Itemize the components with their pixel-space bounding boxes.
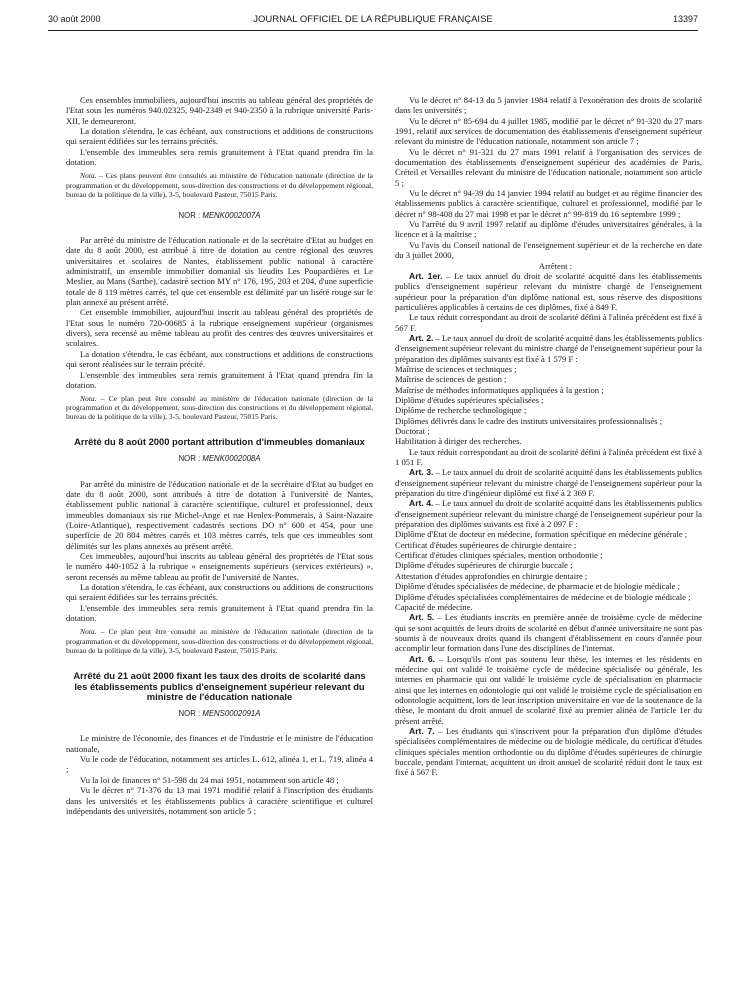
visa-paragraph: Vu le décret n° 84-13 du 5 janvier 1984 relatif à l'exonération des droits de scolarité dans les universités ; <box>395 95 702 116</box>
article-2 <box>395 333 702 364</box>
paragraph: La dotation s'étendra, le cas échéant, aux constructions et additions de constructions qui seront réalisées sur le terrain précité. <box>66 348 373 370</box>
article-label: Art. 4. <box>409 498 434 509</box>
list-item: Diplôme d'études spécialisées complémentaires de médecine et de biologie médicale ; <box>395 591 691 602</box>
nota-label: Nota. <box>80 171 97 181</box>
article-label: Art. 3. <box>409 467 434 478</box>
article-5 <box>395 612 702 653</box>
list-item: Attestation d'études approfondies en chirurgie dentaire ; <box>395 570 588 581</box>
article-6 <box>395 654 702 726</box>
list-item: Diplômes délivrés dans le cadre des instituts universitaires professionnalisés ; <box>395 415 663 426</box>
nor-reference <box>66 454 373 464</box>
paragraph: Par arrêté du ministre de l'éducation nationale et de la secrétaire d'Etat au budget en date du 8 août 2000, sont attribués à titre de dotation à l'université de Nantes, établissement public national à caractère scientifique, culturel et professionnel, deux immeubles domaniaux sis rue Michel-Ange et rue Henlex-Pommerais, à Saint-Nazaire (Loire-Atlantique), respectivement cadastrés sections DO n° 600 et 454, pour une superficie de 20 804 mètres carrés et 103 mètres carrés, tels que ces immeubles sont délimités sur les plans annexés au présent arrêté. <box>66 478 373 551</box>
nota-text: – Ce plan peut être consulté au ministère de l'éducation nationale (direction de la programmation et du développement, sous-direction des constructions et du développement régional, bureau de la politique de la ville), 3-5, boulevard Pasteur, 75015 Paris. <box>66 394 373 422</box>
paragraph: L'ensemble des immeubles sera remis gratuitement à l'Etat quand prendra fin la dotation. <box>66 146 373 168</box>
article-text: – Lorsqu'ils n'ont pas soutenu leur thèse, les internes et les résidents en médecine qui ont validé le troisième cycle de médecine spécialisée ou générale, les internes en pharmacie qui ont validé le troisième cycle de spécialisation en pharmacie ainsi que les internes en odontologie qui ont validé le troisième cycle de spécialisation en odontologie acquittent, lors de leur inscription universitaire en vue de la soutenance de la thèse, le montant du droit annuel de scolarité fixé au premier alinéa de l'article 1er du présent arrêté. <box>395 653 702 726</box>
list-item: Maîtrise de sciences et techniques ; <box>395 363 517 374</box>
nor-label: NOR : <box>178 709 203 719</box>
decree-title: Arrêté du 8 août 2000 portant attribution d'immeubles domaniaux <box>74 436 365 448</box>
list-item: Diplôme d'Etat de docteur en médecine, formation spécifique en médecine générale ; <box>395 529 688 540</box>
header-date: 30 août 2000 <box>48 14 101 24</box>
nor-code: MENK0002007A <box>202 210 261 220</box>
list-item: Certificat d'études supérieures de chirurgie dentaire ; <box>395 539 577 550</box>
visa-paragraph: Vu le décret n° 94-39 du 14 janvier 1994 relatif au budget et au régime financier des établissements publics à caractère scientifique, culturel et professionnel, modifié par le décret n° 98-408 du 27 mai 1998 et par le décret n° 99-819 du 16 septembre 1999 ; <box>395 188 702 219</box>
list-item: Diplôme d'études spécialisées de médecine, de pharmacie et de biologie médicale ; <box>395 581 681 592</box>
nor-code: MENK0002008A <box>202 454 261 464</box>
list-item: Diplôme d'études supérieures de chirurgie buccale ; <box>395 560 573 571</box>
page-header <box>48 14 698 30</box>
article-3 <box>395 467 702 498</box>
paragraph: L'ensemble des immeubles sera remis gratuitement à l'Etat quand prendra fin la dotation. <box>66 369 373 390</box>
paragraph: Ces ensembles immobiliers, aujourd'hui inscrits au tableau général des propriétés de l'Etat sous les numéros 940.02325, 940-2349 et 940-2350 à la rubrique université Paris-XII, le demeureront. <box>66 95 373 126</box>
nota-paragraph <box>66 394 373 421</box>
arretent-heading: Arrêtent : <box>538 260 573 271</box>
visa-paragraph: Vu l'arrêté du 9 avril 1997 relatif au diplôme d'études universitaires générales, à la licence et à la maîtrise ; <box>395 219 702 240</box>
paragraph: Cet ensemble immobilier, aujourd'hui inscrit au tableau général des propriétés de l'Etat sous le numéro 720-00685 à la rubrique enseignement supérieur (organismes divers), sera recensé au même tableau au profit des centres des œuvres universitaires et scolaires. <box>66 307 373 349</box>
nota-label: Nota. <box>80 627 97 637</box>
nota-label: Nota. <box>80 394 97 404</box>
diploma-list <box>395 529 702 612</box>
paragraph: Vu le décret n° 71-376 du 13 mai 1971 modifié relatif à l'inscription des étudiants dans les universités et les établissements publics à caractère scientifique et culturel indépendants des universités, notamment son article 5 ; <box>66 785 373 816</box>
list-item: Certificat d'études cliniques spéciales, mention orthodontie ; <box>395 550 603 561</box>
nota-paragraph <box>66 627 373 654</box>
decree-title: Arrêté du 21 août 2000 fixant les taux des droits de scolarité dans les établissements publics d'enseignement supérieur relevant du ministre de l'éducation nationale <box>73 669 366 703</box>
article-text: – Les étudiants inscrits en première année de troisième cycle de médecine qui se sont acquittés de leurs droits de scolarité en début d'année universitaire ne sont pas soumis à de nouveaux droits quand ils changent d'établissement en cours d'année pour accomplir leur formation dans l'une des disciplines de l'internat. <box>395 612 702 654</box>
article-text: – Les étudiants qui s'inscrivent pour la préparation d'un diplôme d'études spécialisées complémentaires de médecine ou de biologie médicale, du certificat d'études cliniques spéciales mention orthodontie ou du diplôme d'études supérieures de chirurgie buccale, pendant l'internat, acquittent un droit annuel de scolarité réduit dont le taux est fixé à 567 F. <box>395 725 702 778</box>
nota-text: – Ce plan peut être consulté au ministère de l'éducation nationale (direction de la programmation et du développement, sous-direction des constructions et du développement régional, bureau de la politique de la ville), 3-5, boulevard Pasteur, 75015 Paris. <box>66 627 373 655</box>
visa-paragraph: Vu le décret n° 85-694 du 4 juillet 1985, modifié par le décret n° 91-320 du 27 mars 1991, relatif aux services de documentation des établissements d'enseignement supérieur relevant du ministre de l'éducation nationale, notamment son article 7 ; <box>395 115 702 147</box>
list-item: Habilitation à diriger des recherches. <box>395 436 522 447</box>
paragraph: L'ensemble des immeubles sera remis gratuitement à l'Etat quand prendra fin la dotation. <box>66 602 373 624</box>
list-item: Doctorat ; <box>395 426 430 436</box>
paragraph: Vu la loi de finances n° 51-598 du 24 mai 1951, notamment son article 48 ; <box>80 774 339 785</box>
list-item: Diplôme d'études supérieures spécialisées ; <box>395 394 544 405</box>
paragraph: Le taux réduit correspondant au droit de scolarité défini à l'alinéa précédent est fixé à 1 051 F. <box>395 446 702 468</box>
article-label: Art. 1er. <box>409 270 443 281</box>
paragraph: Le ministre de l'économie, des finances et de l'industrie et le ministre de l'éducation nationale, <box>66 733 373 754</box>
paragraph: La dotation s'étendra, le cas échéant, aux constructions ou additions de constructions qui seraient édifiées sur les terrains précités. <box>66 582 373 603</box>
paragraph: Le taux réduit correspondant au droit de scolarité défini à l'alinéa précédent est fixé à 567 F. <box>395 312 702 333</box>
article-7 <box>395 726 702 778</box>
article-1 <box>395 271 702 312</box>
nor-label: NOR : <box>178 210 203 220</box>
article-4 <box>395 498 702 529</box>
article-text: – Le taux annuel du droit de scolarité acquitté dans les établissements publics d'enseignement supérieur relevant du ministre chargé de l'enseignement supérieur pour la préparation des diplômes suivants est fixé à 2 097 F : <box>395 498 702 530</box>
article-label: Art. 7. <box>409 725 435 736</box>
paragraph: Par arrêté du ministre de l'éducation nationale et de la secrétaire d'Etat au budget en date du 8 août 2000, est attribué à titre de dotation au centre régional des œuvres universitaires et scolaires de Nantes, établissement public national à caractère administratif, un ensemble immobilier domanial sis lieudits Les Poupardières et Le Meslier, au Mans (Sarthe), cadastré section MY n° 176, 195, 203 et 204, d'une superficie totale de 8 119 mètres carrés, tel que cet ensemble est délimité par un liséré rouge sur le plan annexé au présent arrêté. <box>66 235 373 308</box>
list-item: Diplôme de recherche technologique ; <box>395 405 527 416</box>
article-text: – Le taux annuel du droit de scolarité acquitté dans les établissements publics d'enseignement supérieur relevant du ministre chargé de l'enseignement supérieur pour la préparation d'un diplôme national est, sous réserve des dispositions particulières applicables à certains de ces diplômes, fixé à 849 F. <box>395 270 702 312</box>
article-text: – Le taux annuel du droit de scolarité acquitté dans les établissements publics d'enseignement supérieur relevant du ministre chargé de l'enseignement supérieur pour la préparation du titre d'ingénieur diplômé est fixé à 2 369 F. <box>395 467 702 499</box>
nor-reference <box>66 211 373 221</box>
nor-code: MENS0002091A <box>202 709 261 719</box>
article-label: Art. 5. <box>409 612 435 623</box>
diploma-list <box>395 364 702 447</box>
nor-reference <box>66 709 373 719</box>
article-label: Art. 2. <box>409 332 434 343</box>
header-page-number: 13397 <box>672 14 698 24</box>
nor-label: NOR : <box>178 454 203 464</box>
article-label: Art. 6. <box>409 653 436 664</box>
nota-text: – Ces plans peuvent être consultés au ministère de l'éducation nationale (direction de la programmation et du développement, sous-direction des constructions et du développement régional, bureau de la politique de la ville), 3-5, boulevard Pasteur, 75015 Paris. <box>66 171 373 199</box>
list-item: Maîtrise de sciences de gestion ; <box>395 374 507 385</box>
nota-paragraph <box>66 171 373 198</box>
right-column <box>395 95 702 778</box>
list-item: Capacité de médecine. <box>395 601 473 612</box>
header-rule <box>48 30 698 31</box>
list-item: Maîtrise de méthodes informatiques appliquées à la gestion ; <box>395 384 604 395</box>
left-column <box>66 95 373 816</box>
header-journal-title: JOURNAL OFFICIEL DE LA RÉPUBLIQUE FRANÇAISE <box>253 14 493 25</box>
article-text: – Le taux annuel du droit de scolarité acquitté dans les établissements publics d'enseignement supérieur relevant du ministre chargé de l'enseignement supérieur pour la préparation des diplômes suivants est fixé à 1 579 F : <box>395 332 702 364</box>
visa-paragraph: Vu le décret n° 91-321 du 27 mars 1991 relatif à l'organisation des services de documentation des établissements d'enseignement supérieur des académies de Paris, Créteil et Versailles relevant du ministre de l'éducation nationale, notamment son article 5 ; <box>395 146 702 188</box>
paragraph: Vu le code de l'éducation, notamment ses articles L. 612, alinéa 1, et L. 719, alinéa 4 ; <box>66 754 373 775</box>
paragraph: Ces immeubles, aujourd'hui inscrits au tableau général des propriétés de l'Etat sous le numéro 440-1052 à la rubrique « enseignements supérieurs (services extérieurs) », seront recensés au même tableau au profit de l'université de Nantes. <box>66 551 373 582</box>
visa-paragraph: Vu l'avis du Conseil national de l'enseignement supérieur et de la recherche en date du 3 juillet 2000, <box>395 239 702 261</box>
paragraph: La dotation s'étendra, le cas échéant, aux constructions et additions de constructions qui seraient édifiées sur les terrains précités. <box>66 126 373 147</box>
